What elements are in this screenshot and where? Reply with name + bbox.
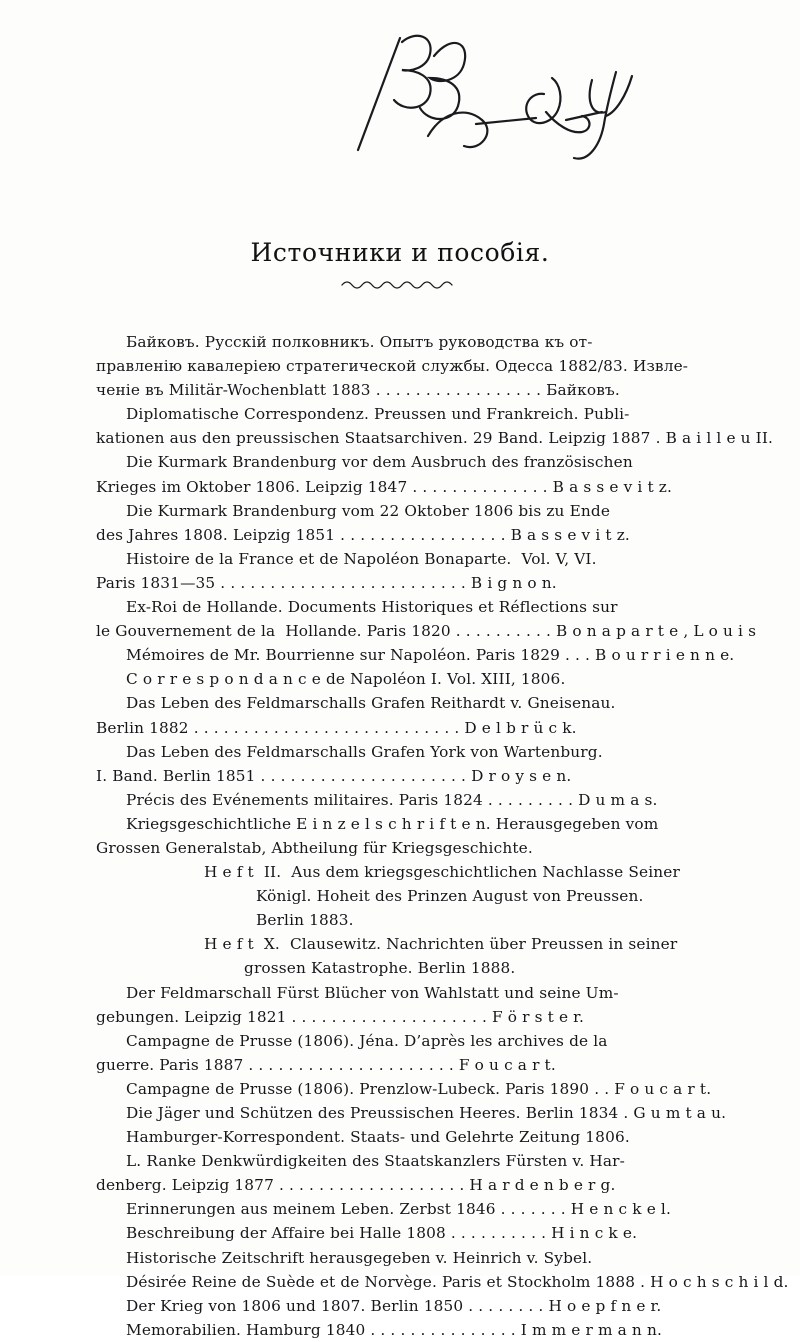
bib-line: Campagne de Prusse (1806). Prenzlow-Lubeck. Paris 1890 . . F o u c a r t. (126, 1079, 712, 1098)
bib-line: Berlin 1882 . . . . . . . . . . . . . . . . . . . . . . . . . . . D e l b r ü c k. (96, 718, 577, 737)
bib-line: Campagne de Prusse (1806). Jéna. D’après les archives de la (126, 1031, 608, 1050)
bib-line: I. Band. Berlin 1851 . . . . . . . . . . . . . . . . . . . . . D r o y s e n. (96, 766, 572, 785)
bib-line: Précis des Evénements militaires. Paris 1824 . . . . . . . . . D u m a s. (126, 790, 658, 809)
bib-line: Paris 1831—35 . . . . . . . . . . . . . . . . . . . . . . . . . B i g n o n. (96, 573, 557, 592)
bib-line: H e f t II. Aus dem kriegsgeschichtlichen Nachlasse Seiner (204, 863, 680, 882)
bib-line: Ex-Roi de Hollande. Documents Historiques et Réflections sur (126, 598, 618, 617)
bib-line: Die Kurmark Brandenburg vom 22 Oktober 1806 bis zu Ende (126, 501, 611, 520)
bib-line: Erinnerungen aus meinem Leben. Zerbst 1846 . . . . . . . H e n c k e l. (126, 1200, 671, 1219)
bib-line: des Jahres 1808. Leipzig 1851 . . . . . . . . . . . . . . . . . B a s s e v i t z. (96, 525, 630, 544)
bib-line: grossen Katastrophe. Berlin 1888. (244, 959, 516, 978)
bib-line: Histoire de la France et de Napoléon Bonaparte. Vol. V, VI. (126, 549, 597, 568)
bib-line: denberg. Leipzig 1877 . . . . . . . . . . . . . . . . . . . H a r d e n b e r g. (96, 1176, 616, 1195)
bib-line: Die Kurmark Brandenburg vor dem Ausbruch des französischen (126, 453, 633, 472)
bib-line: Der Feldmarschall Fürst Blücher von Wahlstatt und seine Um- (126, 983, 619, 1002)
bib-line: правленію кавалеріею стратегической службы. Одесса 1882/83. Извле- (96, 357, 689, 376)
bib-line: Beschreibung der Affaire bei Halle 1808 . . . . . . . . . . H i n c k e. (126, 1224, 638, 1243)
bib-line: gebungen. Leipzig 1821 . . . . . . . . . . . . . . . . . . . . F ö r s t e r. (96, 1007, 584, 1026)
bib-line: kationen aus den preussischen Staatsarchiven. 29 Band. Leipzig 1887 . B a i l l e u II. (96, 429, 774, 448)
bib-line: Байковъ. Русскій полковникъ. Опытъ руководства къ от- (126, 333, 593, 351)
bib-line: guerre. Paris 1887 . . . . . . . . . . . . . . . . . . . . . F o u c a r t. (96, 1055, 556, 1074)
bib-line: Die Jäger und Schützen des Preussischen Heeres. Berlin 1834 . G u m t a u. (126, 1104, 727, 1122)
title-block (0, 238, 800, 291)
bib-line: ченіе въ Militär-Wochenblatt 1883 . . . . . . . . . . . . . . . . . Байковъ. (96, 381, 620, 400)
bib-line: Krieges im Oktober 1806. Leipzig 1847 . . . . . . . . . . . . . . B a s s e v i t z. (96, 477, 673, 496)
bib-line: Berlin 1883. (256, 911, 354, 930)
bib-line: Das Leben des Feldmarschalls Grafen Reithardt v. Gneisenau. (126, 694, 616, 713)
bib-line: Diplomatische Correspondenz. Preussen und Frankreich. Publi- (126, 405, 630, 424)
handwritten-annotation (330, 20, 660, 180)
bib-line: Königl. Hoheit des Prinzen August von Preussen. (256, 887, 644, 906)
wave-divider-icon (340, 277, 460, 291)
bib-line: Das Leben des Feldmarschalls Grafen York von Wartenburg. (126, 742, 603, 761)
bib-line: Grossen Generalstab, Abtheilung für Kriegsgeschichte. (96, 838, 533, 857)
bib-line: L. Ranke Denkwürdigkeiten des Staatskanzlers Fürsten v. Har- (126, 1152, 625, 1171)
bib-line: Memorabilien. Hamburg 1840 . . . . . . . . . . . . . . . I m m e r m a n n. (126, 1320, 662, 1339)
bib-line: Désirée Reine de Suède et de Norvège. Paris et Stockholm 1888 . H o c h s c h i l d. (126, 1272, 789, 1291)
bib-line: C o r r e s p o n d a n c e de Napoléon I. Vol. XIII, 1806. (126, 670, 566, 689)
bib-line: Hamburger-Korrespondent. Staats- und Gelehrte Zeitung 1806. (126, 1128, 630, 1147)
bibliography-list (96, 330, 789, 1342)
bib-line: H e f t X. Clausewitz. Nachrichten über Preussen in seiner (204, 935, 678, 954)
bib-line: Historische Zeitschrift herausgegeben v. Heinrich v. Sybel. (126, 1248, 593, 1267)
bib-line: le Gouvernement de la Hollande. Paris 1820 . . . . . . . . . . B o n a p a r t e , L o u i s (96, 622, 757, 641)
bib-line: Kriegsgeschichtliche E i n z e l s c h r i f t e n. Herausgegeben vom (126, 814, 659, 833)
bib-line: Der Krieg von 1806 und 1807. Berlin 1850 . . . . . . . . H o e p f n e r. (126, 1296, 662, 1315)
bib-line: Mémoires de Mr. Bourrienne sur Napoléon. Paris 1829 . . . B o u r r i e n n e. (126, 646, 735, 665)
page-title: Источники и пособія. (250, 238, 550, 267)
